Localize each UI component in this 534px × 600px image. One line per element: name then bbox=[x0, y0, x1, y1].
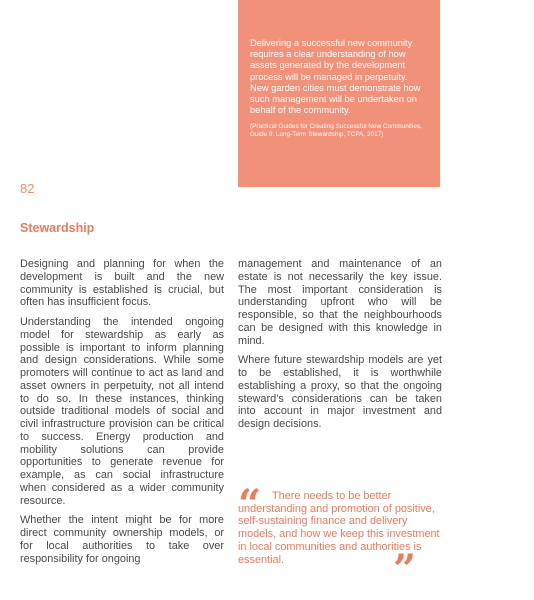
right-column bbox=[238, 258, 442, 438]
left-paragraph-1: Designing and planning for when the development is built and the new community is established is crucial, but often has insufficient focus. bbox=[20, 258, 224, 309]
section-heading: Stewardship bbox=[20, 221, 95, 235]
pull-quote-text: There needs to be better understanding and promotion of positive, self-sustaining finance and delivery models, and how we keep this investment in local communities and authorities is essential. bbox=[238, 490, 440, 566]
left-column bbox=[20, 258, 224, 572]
close-quote-icon: ” bbox=[393, 546, 417, 593]
page-number: 82 bbox=[20, 181, 35, 196]
callout-text: Delivering a successful new community requires a clear understanding of how assets generated by the development process will be managed in perpetuity. New garden cities must demonstrate how such management will be undertaken on behalf of the community. bbox=[250, 38, 421, 116]
pull-quote bbox=[238, 481, 444, 593]
callout-box bbox=[238, 0, 440, 187]
left-paragraph-3: Whether the intent might be for more direct community ownership models, or for local authorities to take over responsibility for ongoing bbox=[20, 514, 224, 565]
left-paragraph-2: Understanding the intended ongoing model for stewardship as early as possible is important to inform planning and design considerations. While some promoters will continue to act as land and asset owners in perpetuity, not all intend to do so. In these instances, thinking outside traditional models of social and civil infrastructure provision can be critical to success. Energy production and mobility solutions can provide opportunities to generate revenue for example, as can social infrastructure when considered as a wider community resource. bbox=[20, 316, 224, 507]
right-paragraph-1: management and maintenance of an estate is not necessarily the key issue. The most important consideration is understanding upfront who will be responsible, so that the neighbourhoods can be designed with this knowledge in mind. bbox=[238, 258, 442, 347]
right-paragraph-2: Where future stewardship models are yet to be established, it is worthwhile establishing a proxy, so that the ongoing steward’s considerations can be taken into account in major investment and design decisions. bbox=[238, 354, 442, 430]
open-quote-icon: “ bbox=[238, 481, 262, 528]
callout-source: (Practical Guides for Creating Successful New Communities, Guide 9: Long-Term Stewardship, TCPA, 2017) bbox=[250, 123, 422, 139]
